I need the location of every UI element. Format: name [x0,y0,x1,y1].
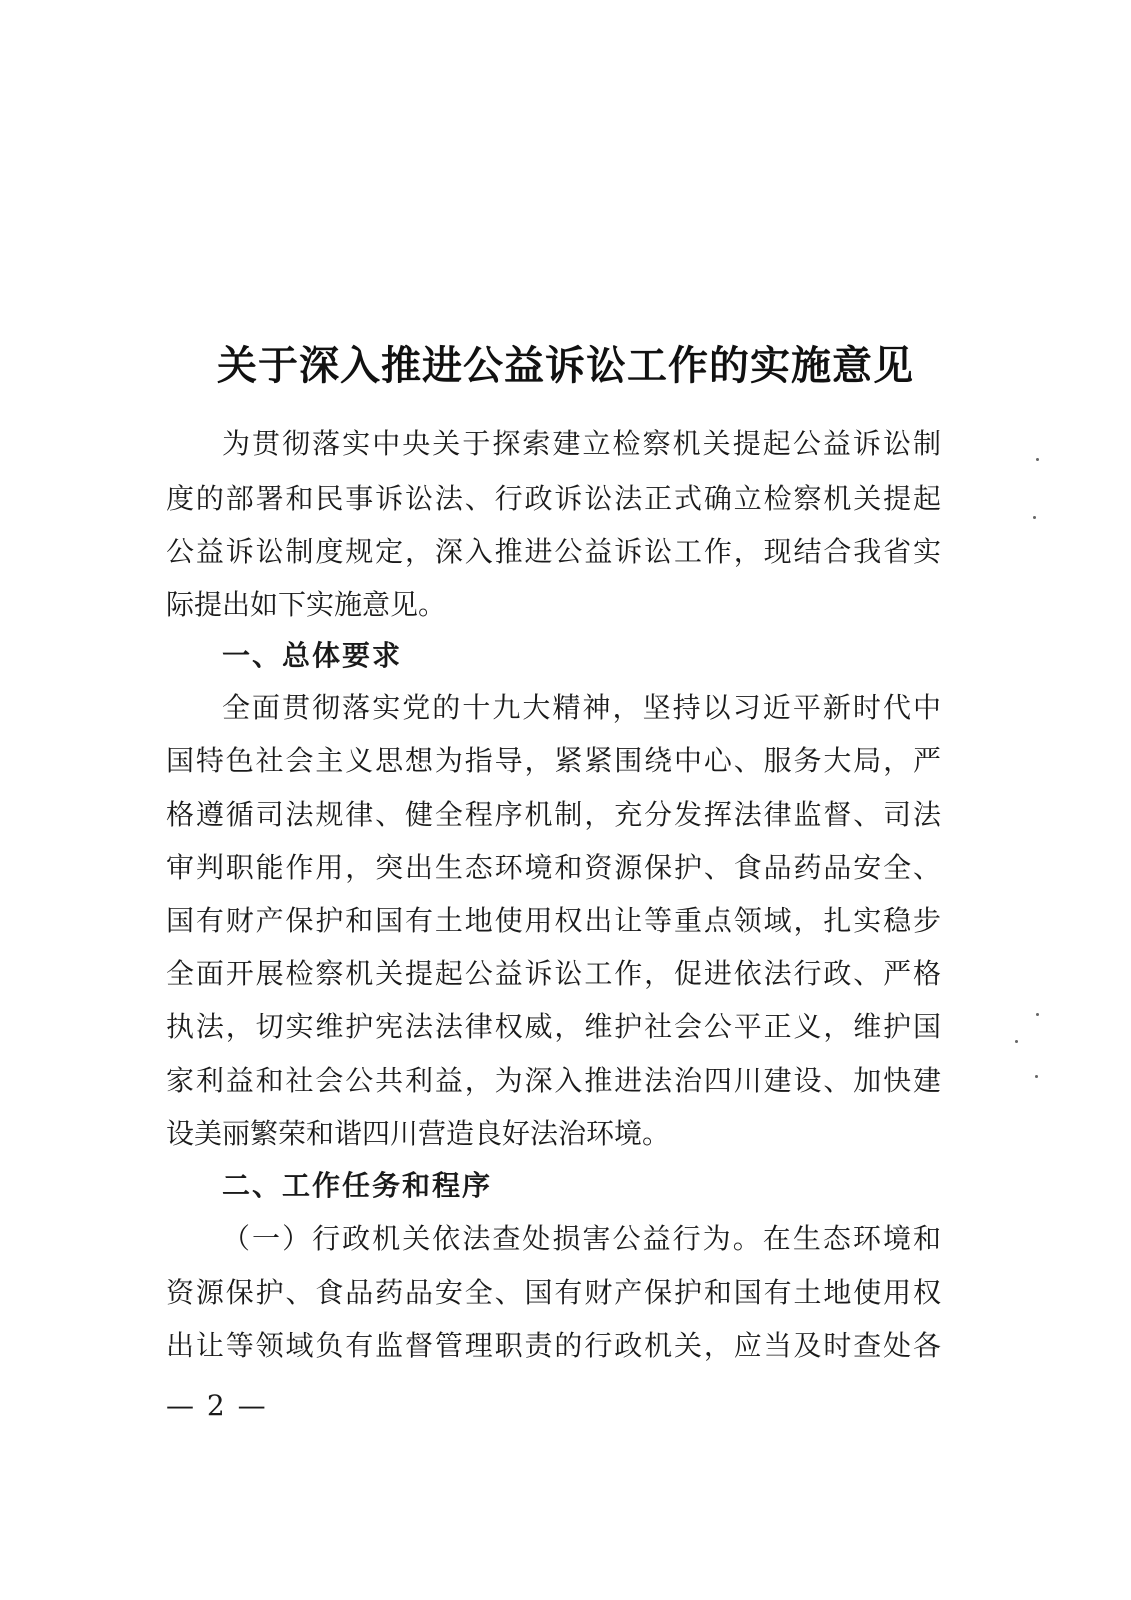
paragraph-line: 执法，切实维护宪法法律权威，维护社会公平正义，维护国 [166,1010,941,1043]
page-number: — 2 — [166,1389,268,1422]
paragraph-line: 家利益和社会公共利益，为深入推进法治四川建设、加快建 [166,1064,941,1097]
paragraph-line: 资源保护、食品药品安全、国有财产保护和国有土地使用权 [166,1276,941,1309]
scan-speck [1035,1075,1038,1078]
scan-speck [1036,458,1039,461]
paragraph-line: 全面开展检察机关提起公益诉讼工作，促进依法行政、严格 [166,957,941,990]
intro-line: 为贯彻落实中央关于探索建立检察机关提起公益诉讼制 [222,427,941,460]
intro-line: 度的部署和民事诉讼法、行政诉讼法正式确立检察机关提起 [166,482,941,515]
paragraph-line: 格遵循司法规律、健全程序机制，充分发挥法律监督、司法 [166,798,941,831]
scan-speck [1036,1013,1039,1016]
intro-line: 公益诉讼制度规定，深入推进公益诉讼工作，现结合我省实 [166,535,941,568]
scan-speck [1033,516,1036,519]
paragraph-line: 审判职能作用，突出生态环境和资源保护、食品药品安全、 [166,851,941,884]
document-title: 关于深入推进公益诉讼工作的实施意见 [217,343,914,389]
paragraph-line: （一）行政机关依法查处损害公益行为。在生态环境和 [222,1222,941,1255]
section-heading: 二、工作任务和程序 [222,1169,493,1202]
paragraph-line: 国特色社会主义思想为指导，紧紧围绕中心、服务大局，严 [166,744,941,777]
paragraph-line: 国有财产保护和国有土地使用权出让等重点领域，扎实稳步 [166,904,941,937]
scan-speck [1015,1040,1018,1043]
paragraph-line: 出让等领域负有监督管理职责的行政机关，应当及时查处各 [166,1329,941,1362]
section-heading: 一、总体要求 [222,639,403,672]
intro-line: 际提出如下实施意见。 [166,588,447,621]
paragraph-line: 全面贯彻落实党的十九大精神，坚持以习近平新时代中 [222,691,941,724]
paragraph-line: 设美丽繁荣和谐四川营造良好法治环境。 [166,1117,671,1150]
